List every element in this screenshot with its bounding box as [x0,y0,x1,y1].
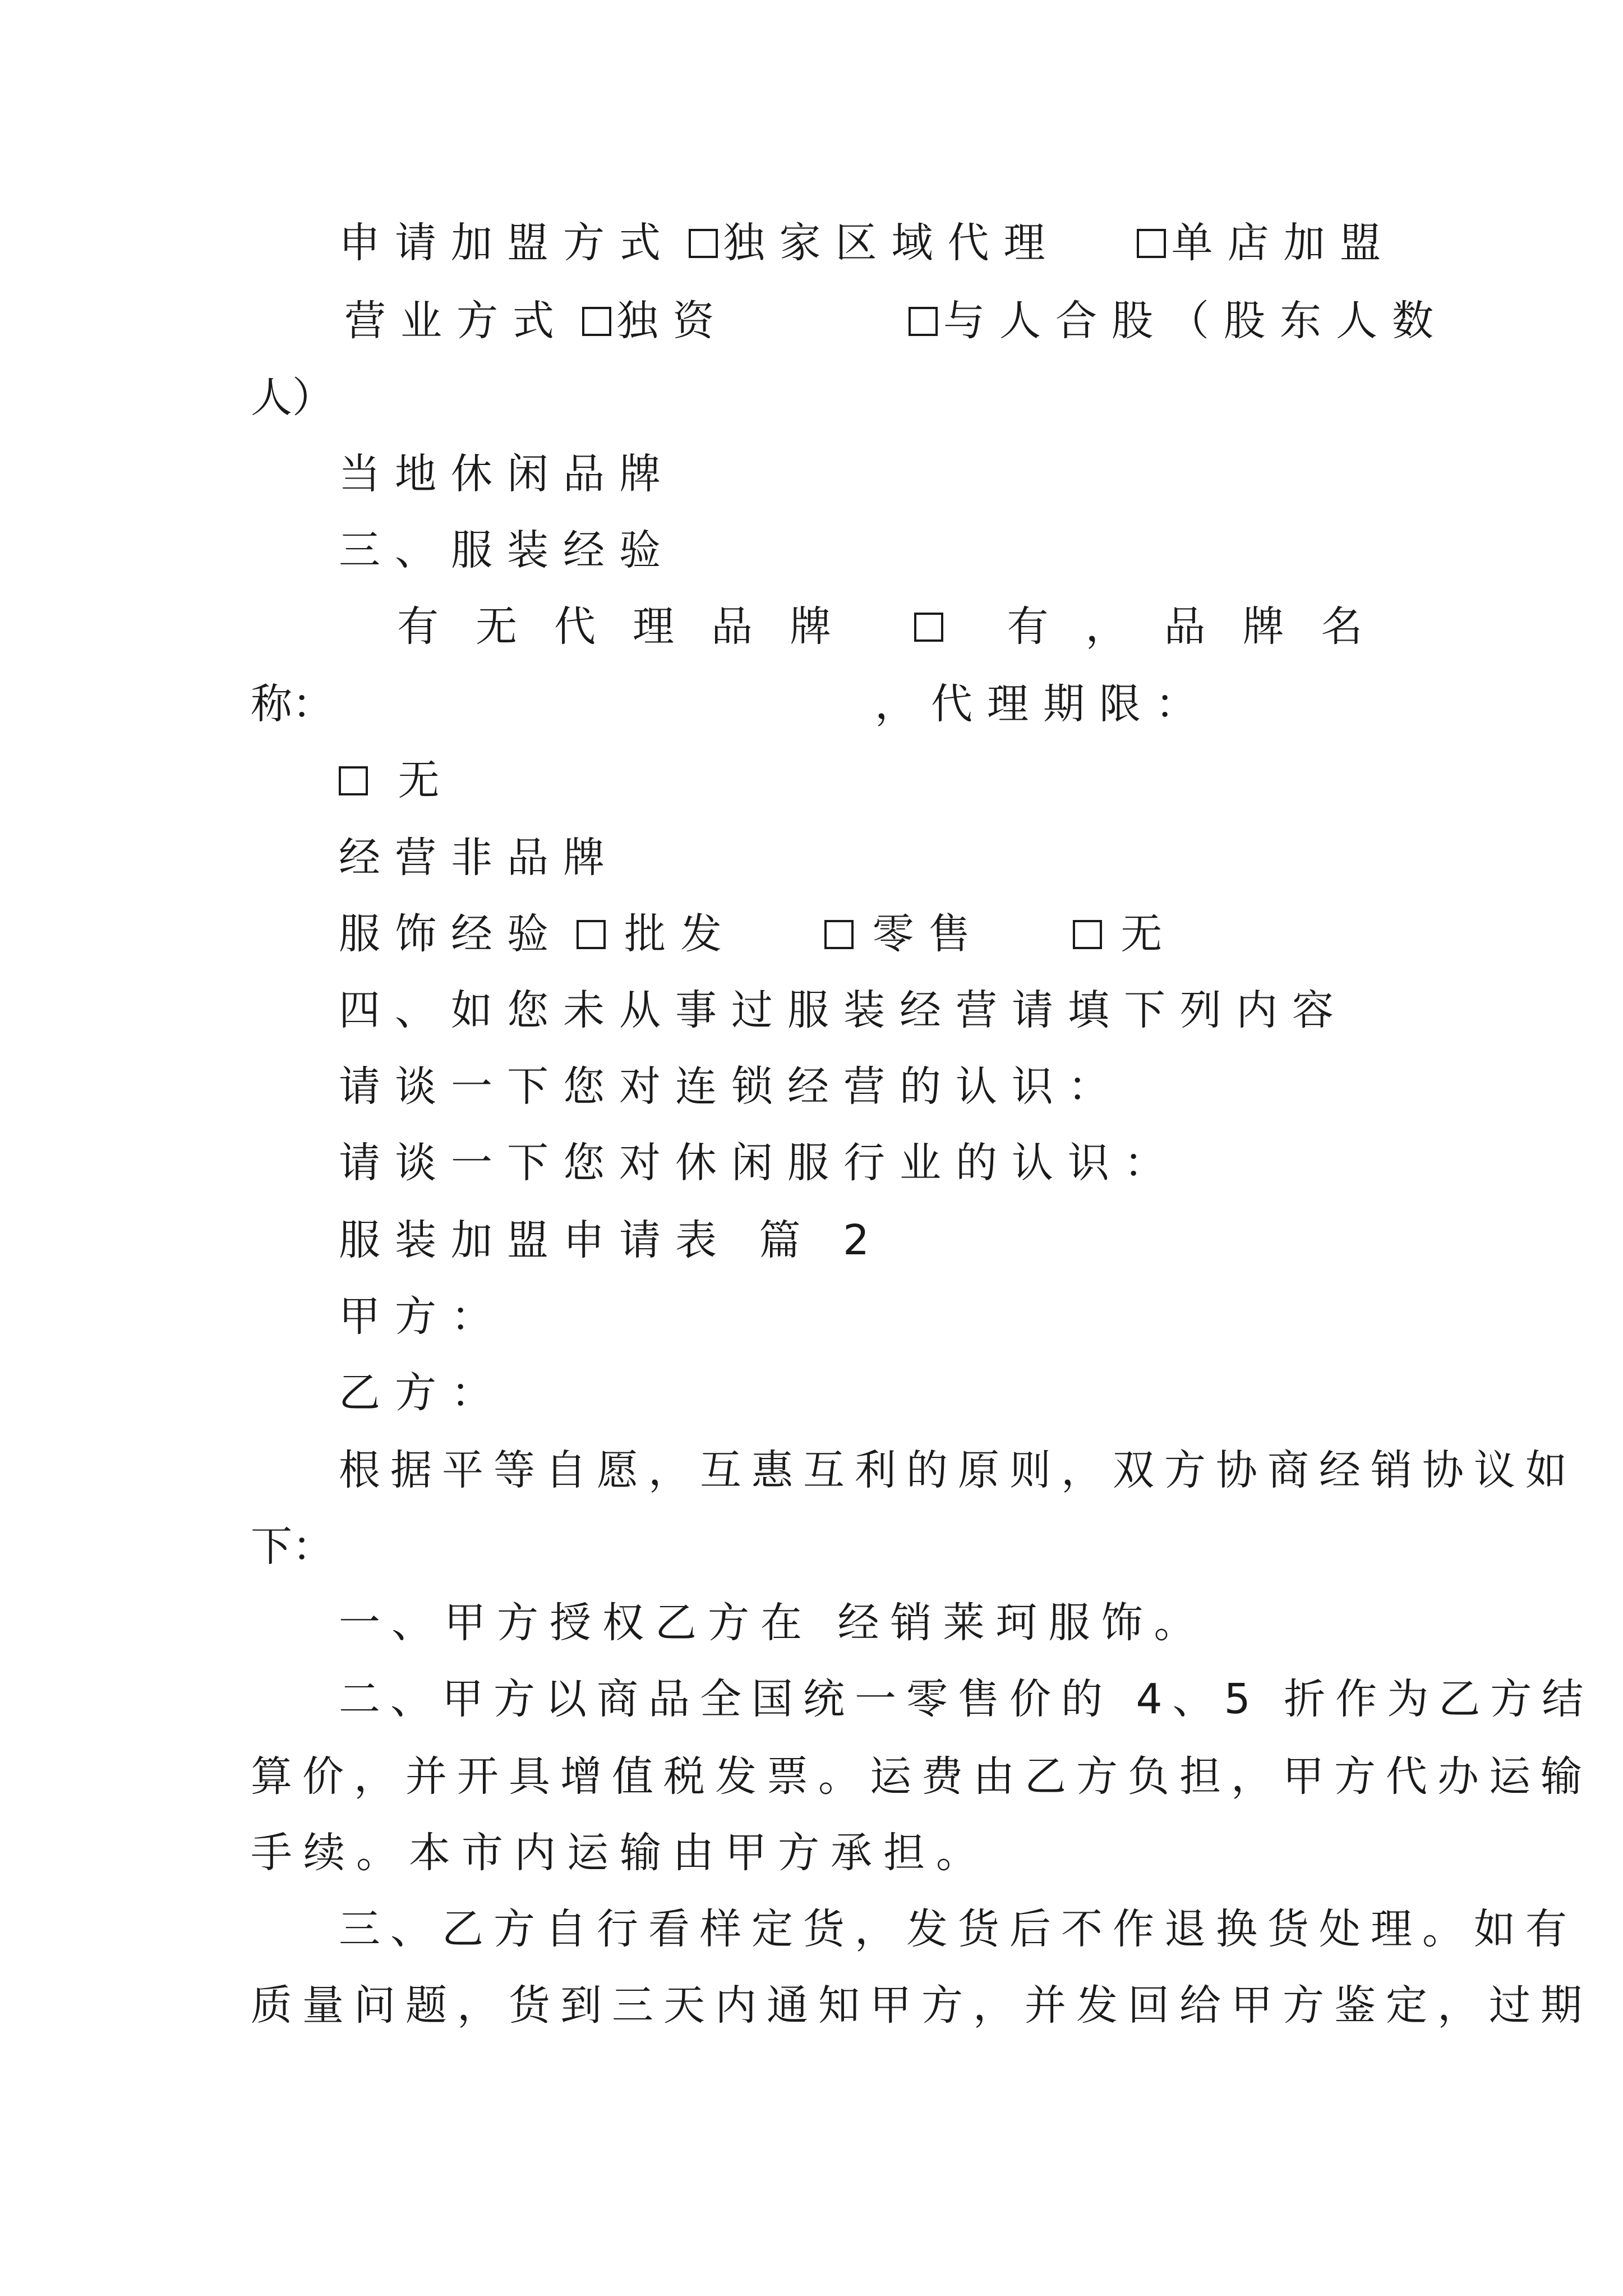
checkbox-wholesale[interactable] [577,920,606,949]
question-chain-operation: 请谈一下您对连锁经营的认识： [339,1062,1124,1111]
partnership-option-end: 人） [251,374,334,422]
agency-period-label: ，代理期限： [875,680,1211,728]
party-a-label: 甲方： [339,1292,507,1341]
section-4-title: 四、如您未从事过服装经营请填下列内容 [339,986,1348,1034]
checkbox-apparel-none[interactable] [1073,920,1102,949]
option-sole-proprietor: 独资 [616,297,729,345]
option-agency-yes: 有，品牌名 [1007,602,1400,651]
clause-1: 一、甲方授权乙方在 经销莱珂服饰。 [339,1599,1207,1647]
clause-2-line-3: 手续。本市内运输由甲方承担。 [251,1829,989,1877]
option-exclusive-agency: 独家区域代理 [723,219,1060,267]
agreement-title: 服装加盟申请表 篇 2 [339,1216,884,1264]
option-agency-no: 无 [398,756,440,804]
checkbox-partnership[interactable] [909,307,938,336]
question-casual-wear-industry: 请谈一下您对休闲服行业的认识： [339,1139,1180,1187]
partnership-option [909,297,1448,345]
agency-yes-option [914,602,1400,651]
clause-3-line-2: 质量问题，货到三天内通知甲方，并发回给甲方鉴定，过期 [251,1981,1592,2030]
clause-3-line-1: 三、乙方自行看样定货，发货后不作退换货处理。如有 [339,1905,1577,1953]
checkbox-retail[interactable] [824,920,854,949]
agency-label: 有无代理品牌 [397,602,868,651]
business-mode-row [344,297,729,345]
checkbox-agency-no[interactable] [339,766,368,795]
clause-2-line-2: 算价，并开具增值税发票。运费由乙方负担，甲方代办运输 [251,1752,1592,1801]
checkbox-single-store[interactable] [1137,229,1166,258]
option-retail: 零售 [872,910,985,958]
brand-name-label: 称： [251,680,334,728]
agency-row [397,602,868,651]
option-partnership: 与人合股（股东人数 [943,297,1448,345]
checkbox-agency-yes[interactable] [914,613,943,642]
section-3-title: 三、服装经验 [339,526,675,574]
local-brand-label: 当地休闲品牌 [339,450,675,498]
intro-line-2: 下： [251,1522,334,1571]
agency-no-row [339,756,440,804]
option-apparel-none: 无 [1121,910,1163,958]
apparel-experience-label: 服饰经验 [339,910,563,958]
party-b-label: 乙方： [339,1369,507,1417]
checkbox-exclusive-agency[interactable] [689,229,718,258]
option-single-store: 单店加盟 [1171,219,1396,267]
clause-2-line-1: 二、甲方以商品全国统一零售价的 4、5 折作为乙方结 [339,1675,1594,1723]
non-brand-label: 经营非品牌 [339,834,619,882]
business-mode-label: 营业方式 [344,297,569,345]
checkbox-sole-proprietor[interactable] [582,307,611,336]
intro-line-1: 根据平等自愿，互惠互利的原则，双方协商经销协议如 [339,1446,1577,1494]
apparel-experience-row [339,910,1163,958]
join-method-label: 申请加盟方式 [339,219,675,267]
join-method-row [339,219,1396,267]
option-wholesale: 批发 [624,910,737,958]
